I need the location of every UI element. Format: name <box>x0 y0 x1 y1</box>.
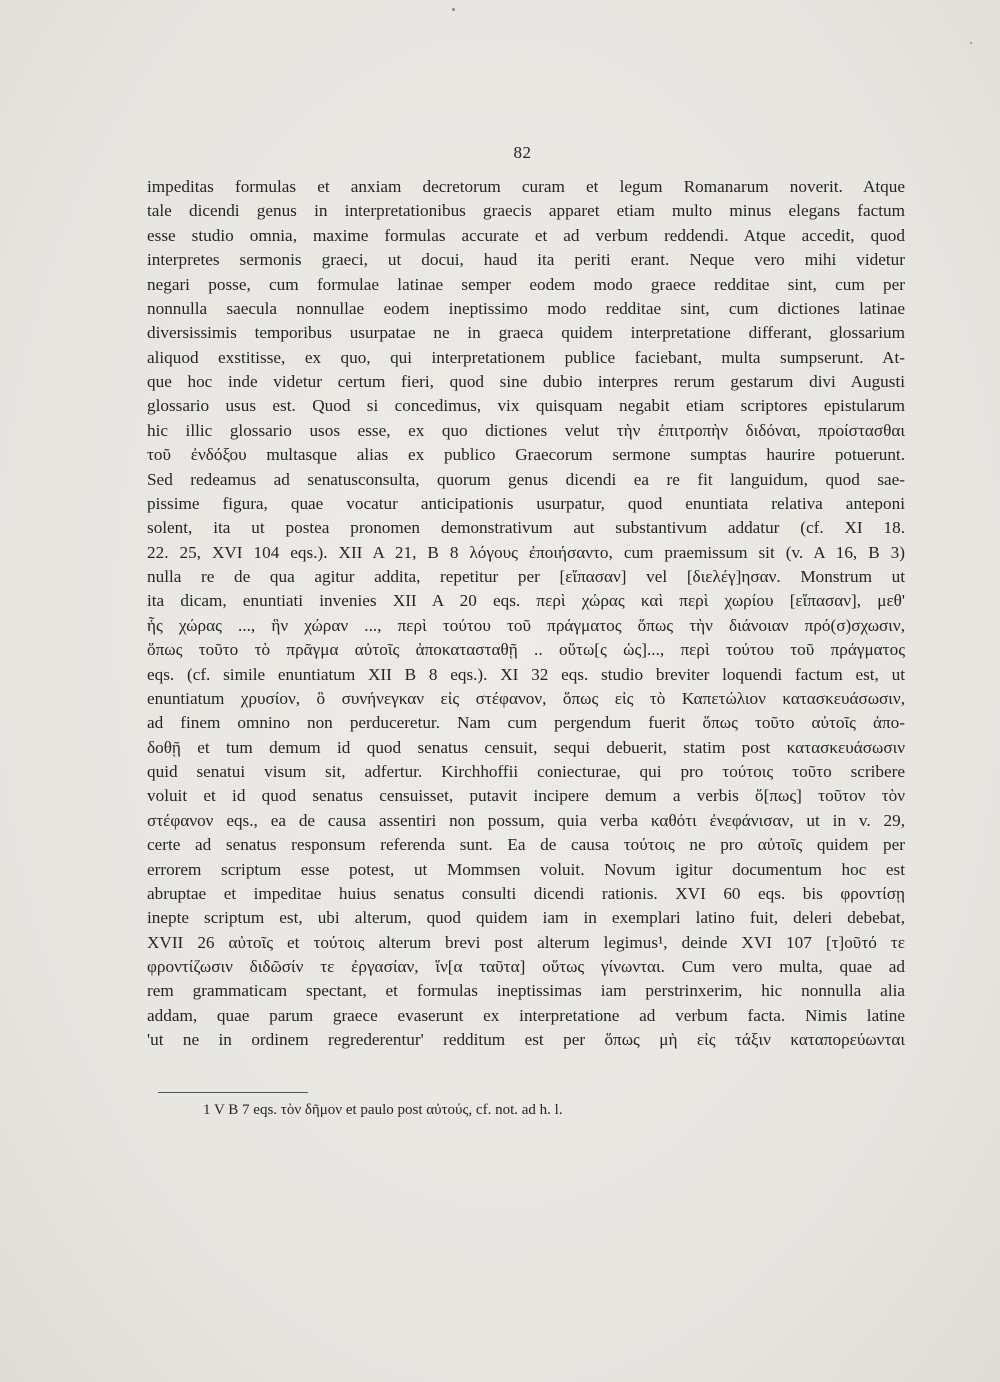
text-line: φροντίζωσιν διδῶσίν τε ἐργασίαν, ἵν[α ταῦτα] οὕτως γίνωνται. Cum vero multa, quae ad <box>147 957 905 976</box>
text-line: solent, ita ut postea pronomen demonstrativum aut substantivum addatur (cf. XI 18. <box>147 518 905 538</box>
text-line: nonnulla saecula nonnullae eodem ineptissimo modo redditae sint, cum dictiones latinae <box>147 298 905 318</box>
text-line: rem grammaticam spectant, et formulas ineptissimas iam perstrinxerim, hic nonnulla alia <box>147 981 905 1001</box>
text-line: quid senatui visum sit, adfertur. Kirchhoffii coniecturae, qui pro τούτοις τοῦτο scribere <box>147 762 905 781</box>
footnote-rule <box>158 1092 308 1093</box>
text-line: hic illic glossario usos esse, ex quo dictiones velut τὴν ἐπιτροπὴν διδόναι, προίστασθαι <box>147 420 905 440</box>
text-line: eqs. (cf. simile enuntiatum XII B 8 eqs.). XI 32 eqs. studio breviter loquendi factum est, ut <box>147 664 905 684</box>
text-line: voluit et id quod senatus censuisset, putavit incipere demum a verbis ὅ[πως] τοῦτον τὸν <box>147 786 905 806</box>
text-line: certe ad senatus responsum referenda sunt. Ea de causa τούτοις ne pro αὐτοῖς quidem per <box>147 835 905 855</box>
text-line: abruptae et impeditae huius senatus consulti dicendi rationis. XVI 60 eqs. bis φροντίσῃ <box>147 883 905 903</box>
text-line: δοθῇ et tum demum id quod senatus censuit, sequi debuerit, statim post κατασκευάσωσιν <box>147 737 905 757</box>
text-line: esse studio omnia, maxime formulas accurate et ad verbum reddendi. Atque accedit, quod <box>147 225 905 245</box>
paper-speck <box>452 8 455 11</box>
text-line: XVII 26 αὐτοῖς et τούτοις alterum brevi post alterum legimus¹, deinde XVI 107 [τ]οῦτό τε <box>147 932 905 952</box>
text-line: Sed redeamus ad senatusconsulta, quorum genus dicendi ea re fit languidum, quod sae- <box>147 469 905 489</box>
text-line: errorem scriptum esse potest, ut Mommsen voluit. Novum igitur documentum hoc est <box>147 859 905 879</box>
text-line: impeditas formulas et anxiam decretorum curam et legum Romanarum noverit. Atque <box>147 177 905 196</box>
text-line: inepte scriptum est, ubi alterum, quod quidem iam in exemplari latino fuit, deleri debebat, <box>147 908 905 928</box>
text-line: ὅπως τοῦτο τὸ πρᾶγμα αὐτοῖς ἀποκατασταθῇ .. οὕτω[ς ὡς]..., περὶ τούτου τοῦ πράγματος <box>147 640 905 660</box>
text-line: 22. 25, XVI 104 eqs.). XII A 21, B 8 λόγους ἐποιήσαντο, cum praemissum sit (v. A 16, B 3) <box>147 542 905 562</box>
text-line: 'ut ne in ordinem regrederentur' redditum est per ὅπως μὴ εἰς τάξιν καταπορεύωνται <box>147 1030 905 1050</box>
text-line: interpretes sermonis graeci, ut docui, haud ita periti erant. Neque vero mihi videtur <box>147 250 905 270</box>
text-line: στέφανον eqs., ea de causa assentiri non possum, quia verba καθότι ἐνεφάνισαν, ut in v. 29, <box>147 810 905 830</box>
body-text <box>147 175 905 1053</box>
footnote: 1 V B 7 eqs. τὸν δῆμον et paulo post αὐτούς, cf. not. ad h. l. <box>203 1102 563 1118</box>
text-line: addam, quae parum graece evaserunt ex interpretatione ad verbum facta. Nimis latine <box>147 1005 905 1025</box>
text-line: pissime figura, quae vocatur anticipationis usurpatur, quod enuntiata relativa anteponi <box>147 493 905 513</box>
text-line: nulla re de qua agitur addita, repetitur per [εἴπασαν] vel [διελέγ]ησαν. Monstrum ut <box>147 567 905 586</box>
text-line: diversissimis temporibus usurpatae ne in graeca quidem interpretatione differant, glossarium <box>147 323 905 343</box>
text-line: aliquod exstitisse, ex quo, qui interpretationem publice faciebant, multa sumpserunt. At- <box>147 347 905 367</box>
text-line: ad finem omnino non perduceretur. Nam cum pergendum fuerit ὅπως τοῦτο αὐτοῖς ἀπο- <box>147 713 905 733</box>
text-line: enuntiatum χρυσίον, ὃ συνήνεγκαν εἰς στέφανον, ὅπως εἰς τὸ Καπετώλιον κατασκευάσωσιν, <box>147 688 905 708</box>
text-line: τοῦ ἐνδόξου multasque alias ex publico Graecorum sermone sumptas haurire potuerunt. <box>147 445 905 465</box>
text-line: que hoc inde videtur certum fieri, quod sine dubio interpres rerum gestarum divi Augusti <box>147 372 905 391</box>
text-line: ita dicam, enuntiati invenies XII A 20 eqs. περὶ χώρας καὶ περὶ χωρίου [εἴπασαν], μεθ' <box>147 591 905 611</box>
text-line: negari posse, cum formulae latinae semper eodem modo graece redditae sint, cum per <box>147 274 905 294</box>
text-line: tale dicendi genus in interpretationibus graecis apparet etiam multo minus elegans factum <box>147 201 905 221</box>
text-line: glossario usus est. Quod si concedimus, vix quisquam negabit etiam scriptores epistularum <box>147 396 905 416</box>
page-number: 82 <box>513 143 532 162</box>
paper-speck <box>970 42 972 44</box>
text-line: ἧς χώρας ..., ἣν χώραν ..., περὶ τούτου τοῦ πράγματος ὅπως τὴν διάνοιαν πρό(σ)σχωσιν, <box>147 615 905 635</box>
